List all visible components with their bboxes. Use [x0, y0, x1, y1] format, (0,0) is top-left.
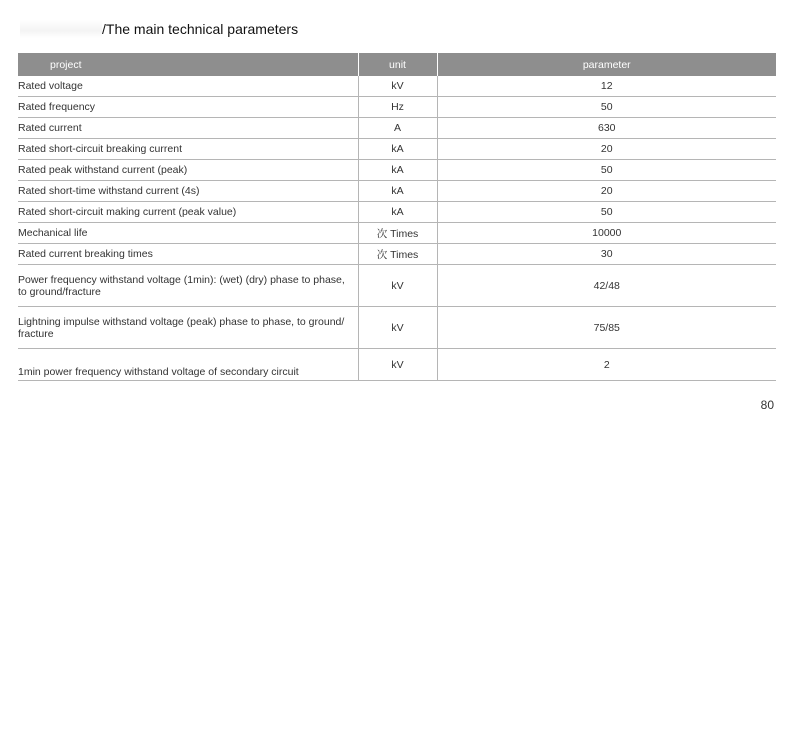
row-name: Rated frequency: [18, 97, 358, 118]
row-name: Rated short-circuit breaking current: [18, 139, 358, 160]
row-name: Rated short-time withstand current (4s): [18, 181, 358, 202]
table-row: [18, 181, 776, 202]
row-name: Rated peak withstand current (peak): [18, 160, 358, 181]
row-unit: kV: [358, 349, 437, 381]
row-value: 20: [437, 181, 776, 202]
row-value: 50: [437, 97, 776, 118]
row-name: Mechanical life: [18, 223, 358, 244]
row-value: 50: [437, 160, 776, 181]
table-row: [18, 97, 776, 118]
row-unit: kV: [358, 307, 437, 349]
row-name: Lightning impulse withstand voltage (peak) phase to phase, to ground/ fracture: [18, 307, 358, 349]
row-value: 630: [437, 118, 776, 139]
table-row: [18, 244, 776, 265]
row-name: Rated current: [18, 118, 358, 139]
page-number: 80: [760, 398, 774, 412]
table-header-row: [18, 53, 776, 76]
row-unit: Hz: [358, 97, 437, 118]
table-row: [18, 118, 776, 139]
row-value: 20: [437, 139, 776, 160]
row-unit: kA: [358, 160, 437, 181]
row-name: Power frequency withstand voltage (1min): (wet) (dry) phase to phase, to ground/fracture: [18, 265, 358, 307]
table-row: [18, 139, 776, 160]
title-prefix-faded: [20, 20, 102, 38]
row-name: Rated short-circuit making current (peak value): [18, 202, 358, 223]
row-value: 10000: [437, 223, 776, 244]
row-name: Rated voltage: [18, 76, 358, 97]
row-value: 30: [437, 244, 776, 265]
table-row: [18, 76, 776, 97]
row-name: 1min power frequency withstand voltage of secondary circuit: [18, 349, 358, 381]
row-value: 2: [437, 349, 776, 381]
row-unit: 次 Times: [358, 223, 437, 244]
table-row: [18, 307, 776, 349]
row-value: 42/48: [437, 265, 776, 307]
row-value: 12: [437, 76, 776, 97]
row-unit: kV: [358, 76, 437, 97]
table-row: [18, 160, 776, 181]
column-header-project: project: [18, 53, 358, 76]
row-unit: kA: [358, 181, 437, 202]
page-title: /The main technical parameters: [102, 21, 299, 37]
table-row: [18, 349, 776, 381]
table-row: [18, 265, 776, 307]
technical-parameters-table: [18, 53, 776, 381]
row-unit: kA: [358, 202, 437, 223]
table-row: [18, 223, 776, 244]
row-unit: A: [358, 118, 437, 139]
row-value: 75/85: [437, 307, 776, 349]
table-row: [18, 202, 776, 223]
column-header-unit: unit: [358, 53, 437, 76]
row-unit: kA: [358, 139, 437, 160]
row-value: 50: [437, 202, 776, 223]
column-header-parameter: parameter: [437, 53, 776, 76]
row-unit: 次 Times: [358, 244, 437, 265]
row-name: Rated current breaking times: [18, 244, 358, 265]
row-unit: kV: [358, 265, 437, 307]
